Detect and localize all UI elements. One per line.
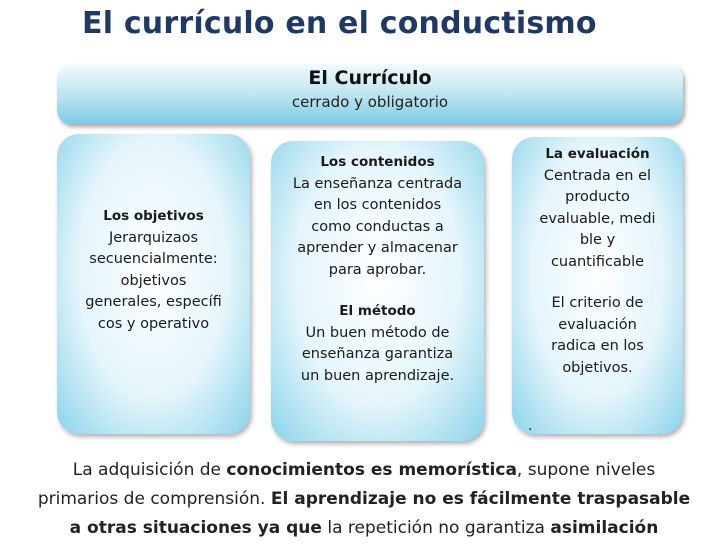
- objetivos-box: [57, 134, 250, 434]
- evaluacion-line: producto: [565, 189, 630, 205]
- contenidos-line: La enseñanza centrada: [292, 175, 463, 192]
- contenidos-line: aprender y almacenar: [297, 240, 458, 256]
- evaluacion-line: cuantificable: [550, 253, 645, 270]
- contenidos-heading: Los contenidos: [320, 154, 435, 170]
- criterio-line: objetivos.: [562, 359, 633, 376]
- summary-bold-run: a otras situaciones ya que: [69, 518, 322, 538]
- banner-subheading: cerrado y obligatorio: [291, 93, 449, 111]
- contenidos-box: [271, 141, 484, 441]
- summary-text-run: La adquisición de: [72, 460, 227, 480]
- metodo-line: un buen aprendizaje.: [300, 367, 455, 384]
- contenidos-line: en los contenidos: [313, 197, 442, 213]
- criterio-line: radica en los: [551, 338, 644, 354]
- evaluacion-line: evaluable, medi: [539, 210, 656, 227]
- contenidos-line: para aprobar.: [328, 261, 427, 278]
- objetivos-line: generales, específi: [85, 294, 222, 310]
- summary-text-run: , supone niveles: [516, 460, 656, 480]
- summary-bold-run: El aprendizaje no es fácilmente traspasable: [270, 489, 691, 509]
- evaluacion-box: [512, 137, 683, 434]
- summary-bold-run: asimilación: [550, 518, 659, 538]
- criterio-line: El criterio de: [551, 295, 644, 311]
- curriculum-banner: [57, 64, 683, 124]
- summary-text: [0, 456, 728, 543]
- banner-heading: El Currículo: [308, 67, 432, 89]
- objetivos-heading: Los objetivos: [103, 208, 204, 224]
- objetivos-line: secuencialmente:: [89, 251, 218, 267]
- objetivos-line: cos y operativo: [97, 315, 210, 332]
- summary-bold-run: conocimientos es memorística: [226, 460, 517, 480]
- summary-line-3: [0, 514, 728, 543]
- summary-line-2: [0, 485, 728, 514]
- objetivos-line: Jerarquizaos: [108, 229, 199, 246]
- summary-text-run: primarios de comprensión.: [37, 489, 271, 509]
- evaluacion-line: ble y: [579, 232, 616, 248]
- metodo-heading: El método: [339, 303, 416, 319]
- summary-line-1: [0, 456, 728, 485]
- metodo-line: enseñanza garantiza: [301, 346, 454, 362]
- slide-title: El currículo en el conductismo: [82, 6, 597, 41]
- objetivos-line: objetivos: [120, 272, 187, 289]
- contenidos-line: como conductas a: [311, 218, 444, 235]
- metodo-line: Un buen método de: [305, 324, 450, 341]
- evaluacion-heading: La evaluación: [545, 146, 650, 162]
- summary-text-run: la repetición no garantiza: [321, 518, 551, 538]
- criterio-line: evaluación: [558, 316, 637, 333]
- stray-dot: .: [528, 418, 533, 434]
- evaluacion-line: Centrada en el: [543, 167, 652, 184]
